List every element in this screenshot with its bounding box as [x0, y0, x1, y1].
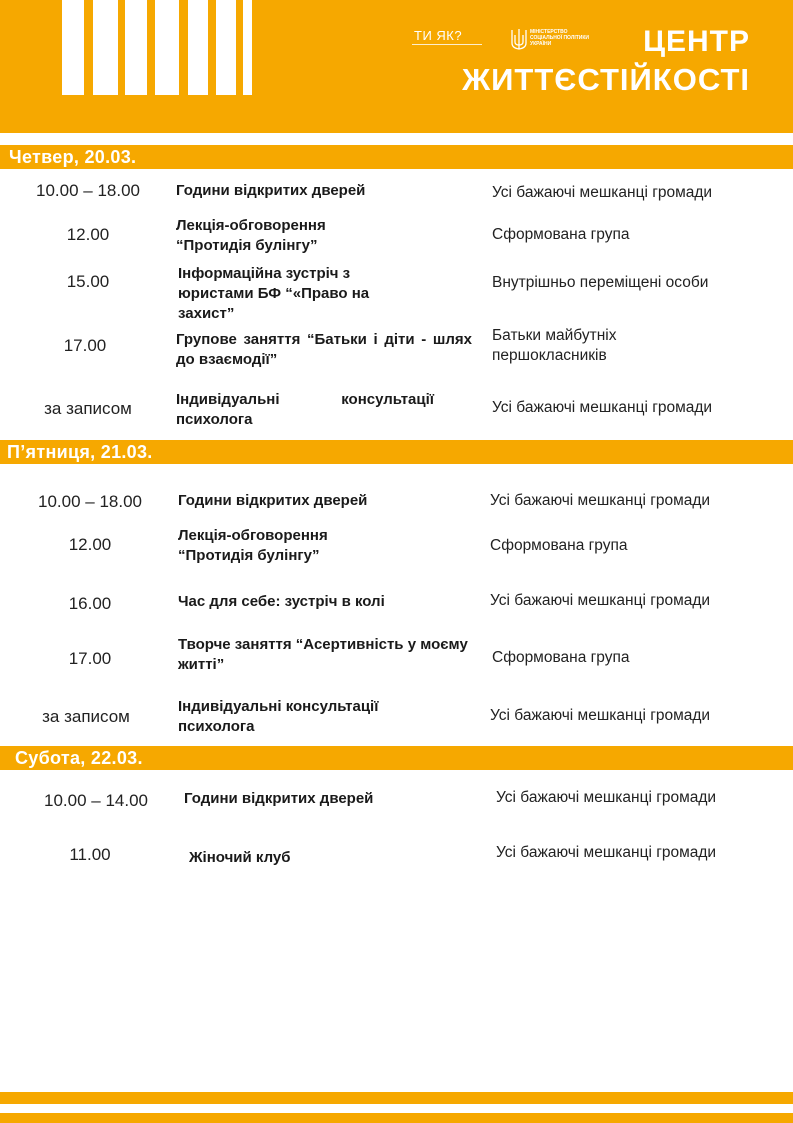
- footer-stripe: [0, 1092, 793, 1104]
- row-audience: Сформована група: [492, 226, 630, 243]
- row-audience: Усі бажаючі мешканці громади: [492, 184, 713, 201]
- header-stripe: [243, 0, 252, 95]
- header-banner: [0, 0, 793, 97]
- row-time: 10.00 – 18.00: [36, 181, 140, 200]
- row-time: за записом: [44, 399, 132, 418]
- day-header: [0, 145, 793, 169]
- row-event: Години відкритих дверей: [184, 790, 374, 807]
- row-event: Години відкритих дверей: [178, 492, 368, 509]
- row-event: Творче заняття “Асертивність у моєму житті”: [178, 636, 468, 673]
- row-audience: Усі бажаючі мешканці громади: [492, 399, 713, 416]
- row-time: 12.00: [68, 535, 112, 554]
- row-audience: Усі бажаючі мешканці громади: [490, 707, 711, 724]
- header-stripe: [155, 0, 179, 95]
- row-audience: Внутрішньо переміщені особи: [492, 274, 709, 291]
- title-line-2: ЖИТТЄСТІЙКОСТІ: [462, 62, 750, 97]
- day-header: [0, 440, 793, 464]
- row-event: Індивідуальні консультації психолога: [176, 391, 434, 428]
- row-time: 17.00: [68, 649, 112, 668]
- header-stripe: [216, 0, 236, 95]
- row-audience: Батьки майбутніх першокласників: [492, 327, 617, 364]
- day-label: Субота, 22.03.: [15, 748, 143, 768]
- row-event: Лекція-обговорення “Протидія булінгу”: [178, 527, 328, 564]
- row-audience: Усі бажаючі мешканці громади: [490, 592, 711, 609]
- row-time: 12.00: [66, 225, 110, 244]
- row-time: 10.00 – 18.00: [38, 492, 142, 511]
- row-event: Інформаційна зустріч з юристами БФ “«Право на захист”: [178, 265, 370, 322]
- day-label: Четвер, 20.03.: [9, 147, 137, 167]
- row-audience: Сформована група: [490, 537, 628, 554]
- row-time: 15.00: [66, 272, 110, 291]
- title-line-1: ЦЕНТР: [643, 25, 750, 58]
- row-audience: Усі бажаючі мешканці громади: [496, 844, 717, 861]
- day-label: П’ятниця, 21.03.: [7, 442, 153, 462]
- header-stripe: [93, 0, 118, 95]
- footer-stripe: [0, 1113, 793, 1123]
- day-header: [0, 746, 793, 770]
- row-time: 10.00 – 14.00: [44, 791, 148, 810]
- row-audience: Усі бажаючі мешканці громади: [490, 492, 711, 509]
- row-event: Групове заняття “Батьки і діти - шлях до взаємодії”: [176, 331, 472, 368]
- row-event: Лекція-обговорення “Протидія булінгу”: [176, 217, 326, 254]
- row-audience: Сформована група: [492, 649, 630, 666]
- header-band: [0, 97, 793, 133]
- ministry-logo-text: МІНІСТЕРСТВО СОЦІАЛЬНОЇ ПОЛІТИКИ УКРАЇНИ: [530, 29, 590, 47]
- row-event: Жіночий клуб: [189, 849, 291, 866]
- header-stripe: [125, 0, 147, 95]
- row-event: Години відкритих дверей: [176, 182, 366, 199]
- row-event: Час для себе: зустріч в колі: [178, 593, 385, 610]
- tiyak-logo: ТИ ЯК?: [414, 28, 463, 43]
- row-event: Індивідуальні консультації психолога: [178, 698, 379, 735]
- row-time: за записом: [42, 707, 130, 726]
- row-time: 16.00: [68, 594, 112, 613]
- tiyak-logo-underline: [412, 44, 482, 50]
- header-stripe: [62, 0, 84, 95]
- row-audience: Усі бажаючі мешканці громади: [496, 789, 717, 806]
- row-time: 17.00: [63, 336, 107, 355]
- row-time: 11.00: [69, 845, 111, 864]
- trident-icon: [510, 27, 528, 51]
- header-stripe: [188, 0, 208, 95]
